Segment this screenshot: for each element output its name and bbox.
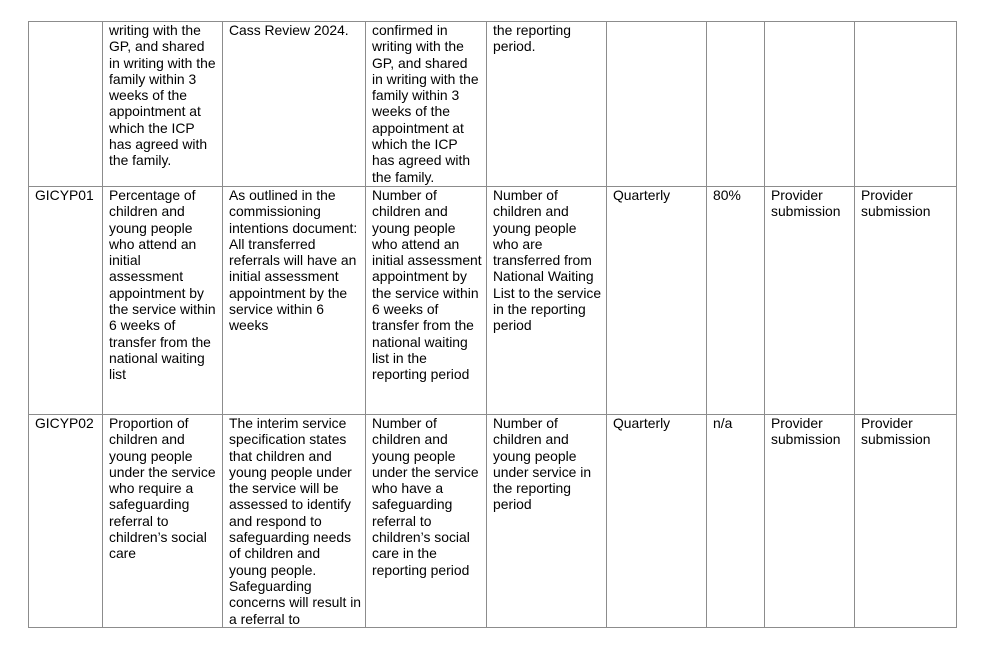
indicator-numerator-cell: Number of children and young people who attend an initial assessment appointment by the service within 6 weeks of transfer from the national waiting list in the reporting period [366,187,487,415]
indicator-description-cell: Percentage of children and young people who attend an initial assessment appointment by the service within 6 weeks of transfer from the national waiting list [103,187,223,415]
indicator-source-cell: Provider submission [765,187,855,415]
indicator-frequency-cell: Quarterly [607,415,707,628]
indicator-rationale-text: The interim service specification states that children and young people under the service will be assessed to identify and respond to safeguarding needs of children and young people. Safeguarding concerns will result in a referral to [229,415,361,627]
indicator-threshold-cell [707,22,765,187]
indicator-table [28,21,957,628]
indicator-threshold-cell: 80% [707,187,765,415]
table-row [29,22,957,187]
indicator-frequency-cell [607,22,707,187]
indicator-id-cell: GICYP02 [29,415,103,628]
indicator-threshold-cell: n/a [707,415,765,628]
indicator-numerator-cell: confirmed in writing with the GP, and shared in writing with the family within 3 weeks of the appointment at which the ICP has agreed with the family. [366,22,487,187]
indicator-id-cell: GICYP01 [29,187,103,415]
table-row [29,415,957,628]
indicator-denominator-cell: Number of children and young people under service in the reporting period [487,415,607,628]
indicator-frequency-cell: Quarterly [607,187,707,415]
table-row [29,187,957,415]
indicator-validation-cell: Provider submission [855,415,957,628]
indicator-validation-cell: Provider submission [855,187,957,415]
indicator-rationale-cell: As outlined in the commissioning intentions document: All transferred referrals will have an initial assessment appointment by the service within 6 weeks [223,187,366,415]
indicator-description-cell: writing with the GP, and shared in writing with the family within 3 weeks of the appointment at which the ICP has agreed with the family. [103,22,223,187]
indicator-numerator-cell: Number of children and young people under the service who have a safeguarding referral to children’s social care in the reporting period [366,415,487,628]
indicator-rationale-cell [223,415,366,628]
indicator-description-cell: Proportion of children and young people under the service who require a safeguarding referral to children’s social care [103,415,223,628]
indicator-source-cell [765,22,855,187]
indicator-id-cell [29,22,103,187]
indicator-rationale-cell: Cass Review 2024. [223,22,366,187]
indicator-source-cell: Provider submission [765,415,855,628]
indicator-denominator-cell: the reporting period. [487,22,607,187]
indicator-denominator-cell: Number of children and young people who are transferred from National Waiting List to the service in the reporting period [487,187,607,415]
indicator-validation-cell [855,22,957,187]
